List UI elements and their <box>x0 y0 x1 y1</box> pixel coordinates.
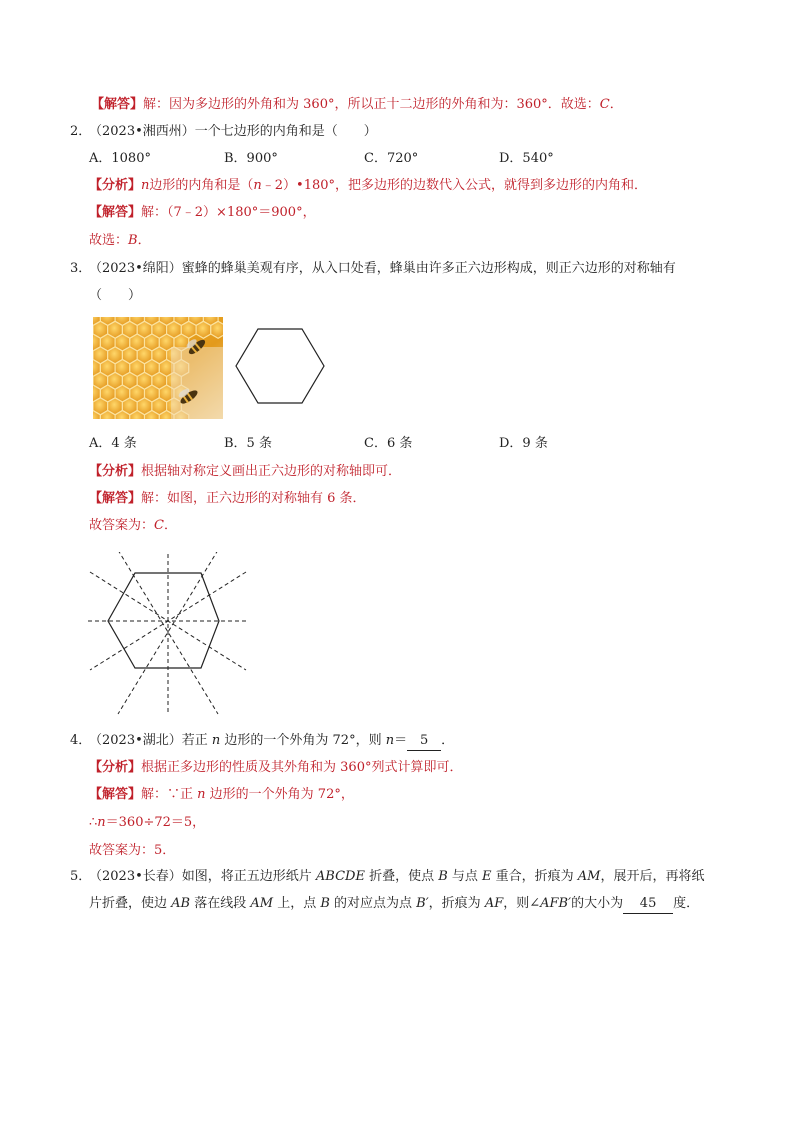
answer-b: 边形的一个外角为 72°， <box>205 787 354 802</box>
text: 重合，折痕为 <box>491 869 578 884</box>
var: AF <box>484 896 504 911</box>
var: AFB′ <box>540 896 572 911</box>
stem-end: ． <box>441 733 455 748</box>
text: 的大小为 <box>571 896 624 911</box>
calc-b: ＝360÷72＝5， <box>105 815 206 830</box>
text: 度． <box>673 896 700 911</box>
hexagon-figure <box>234 327 328 407</box>
q5-number: 5． <box>70 869 92 884</box>
text: 折叠，使点 <box>364 869 439 884</box>
stem-c: ＝ <box>394 733 408 748</box>
answer-var: n <box>197 787 206 802</box>
analysis-tag: 【分析】 <box>89 178 142 193</box>
analysis-text2: ﹣2）•180°，把多边形的边数代入公式，就得到多边形的内角和． <box>261 178 648 193</box>
hexagon-symmetry-figure <box>88 552 250 718</box>
honeycomb-cell <box>211 321 223 338</box>
text: ，则∠ <box>503 896 541 911</box>
analysis-var: n <box>141 178 150 193</box>
stem-b: 边形的一个外角为 72°，则 <box>220 733 386 748</box>
q2-option-b: B．900° <box>224 151 278 166</box>
analysis-text: 根据正多边形的性质及其外角和为 360°列式计算即可． <box>141 760 463 775</box>
var: AM <box>577 869 601 884</box>
answer-text: 解：（7﹣2）×180°＝900°， <box>141 205 316 220</box>
calc-a: ∴ <box>89 815 98 830</box>
answer-tag: 【解答】 <box>89 205 142 220</box>
var: ABCDE <box>315 869 365 884</box>
var: B <box>438 869 448 884</box>
choose-choice: B <box>128 233 138 248</box>
q3-stem-line2: （ ） <box>89 288 142 303</box>
stem-var2: n <box>385 733 395 748</box>
analysis-text: 根据轴对称定义画出正六边形的对称轴即可． <box>141 464 402 479</box>
var: E <box>482 869 492 884</box>
honeycomb-cell <box>196 321 211 338</box>
text: 的对应点为点 <box>329 896 417 911</box>
q2-option-c: C．720° <box>364 151 419 166</box>
var: AM <box>250 896 274 911</box>
q2-choose <box>89 232 151 250</box>
answer-tag: 【解答】 <box>89 787 142 802</box>
q4-number: 4． <box>70 733 92 748</box>
q2-option-a: A．1080° <box>89 151 151 166</box>
q4-final: 故答案为：5． <box>89 843 176 858</box>
text: 片折叠，使边 <box>89 896 172 911</box>
q3-final <box>89 517 177 535</box>
analysis-var2: n <box>253 178 262 193</box>
q4-answer <box>89 786 354 804</box>
q2-analysis <box>89 177 647 195</box>
final-end: ． <box>163 518 177 533</box>
stem-a: （2023•湖北）若正 <box>89 733 212 748</box>
q5-line1 <box>89 868 705 886</box>
var: B′ <box>416 896 429 911</box>
final-text: 故答案为： <box>89 518 155 533</box>
text: 上，点 <box>273 896 321 911</box>
answer-tag: 【解答】 <box>91 97 144 112</box>
var: B <box>320 896 330 911</box>
choose-text: 故选： <box>89 233 129 248</box>
final-choice: C <box>154 518 164 533</box>
q4-calc <box>89 814 205 832</box>
answer-blank: 5 <box>407 732 441 751</box>
q2-answer <box>89 204 316 222</box>
text: （2023•长春）如图，将正五边形纸片 <box>89 869 316 884</box>
analysis-tag: 【分析】 <box>89 760 142 775</box>
q2-stem: （2023•湘西州）一个七边形的内角和是（ ） <box>89 124 377 139</box>
honeycomb-photo <box>93 317 223 419</box>
q3-option-c: C．6 条 <box>364 436 413 451</box>
q1-answer-line <box>91 96 623 114</box>
q5-line2 <box>89 895 699 914</box>
q4-analysis <box>89 759 462 777</box>
answer-choice: C <box>599 97 610 112</box>
q3-stem-line1: （2023•绵阳）蜜蜂的蜂巢美观有序，从入口处看，蜂巢由许多正六边形构成，则正六边形的对称轴有 <box>89 261 676 276</box>
answer-tag: 【解答】 <box>89 491 142 506</box>
text: 与点 <box>447 869 483 884</box>
analysis-text: 边形的内角和是（ <box>149 178 254 193</box>
answer-text: 解：如图，正六边形的对称轴有 6 条． <box>141 491 366 506</box>
answer-a: 解：∵正 <box>141 787 198 802</box>
calc-var: n <box>97 815 106 830</box>
var: AB <box>171 896 191 911</box>
stem-var: n <box>211 733 221 748</box>
answer-blank: 45 <box>623 895 673 914</box>
q3-analysis <box>89 463 401 481</box>
q3-number: 3． <box>70 261 92 276</box>
q4-stem <box>89 732 454 751</box>
q2-number: 2． <box>70 124 92 139</box>
q3-answer <box>89 490 366 508</box>
analysis-tag: 【分析】 <box>89 464 142 479</box>
q3-option-b: B．5 条 <box>224 436 272 451</box>
text: 落在线段 <box>190 896 251 911</box>
choose-end: ． <box>137 233 151 248</box>
q3-option-a: A．4 条 <box>89 436 137 451</box>
q2-option-d: D．540° <box>499 151 554 166</box>
answer-text: 解：因为多边形的外角和为 360°，所以正十二边形的外角和为：360°．故选： <box>143 97 600 112</box>
answer-end: ． <box>609 97 623 112</box>
text: ，展开后，再将纸 <box>600 869 705 884</box>
text: ，折痕为 <box>428 896 485 911</box>
q3-option-d: D．9 条 <box>499 436 548 451</box>
